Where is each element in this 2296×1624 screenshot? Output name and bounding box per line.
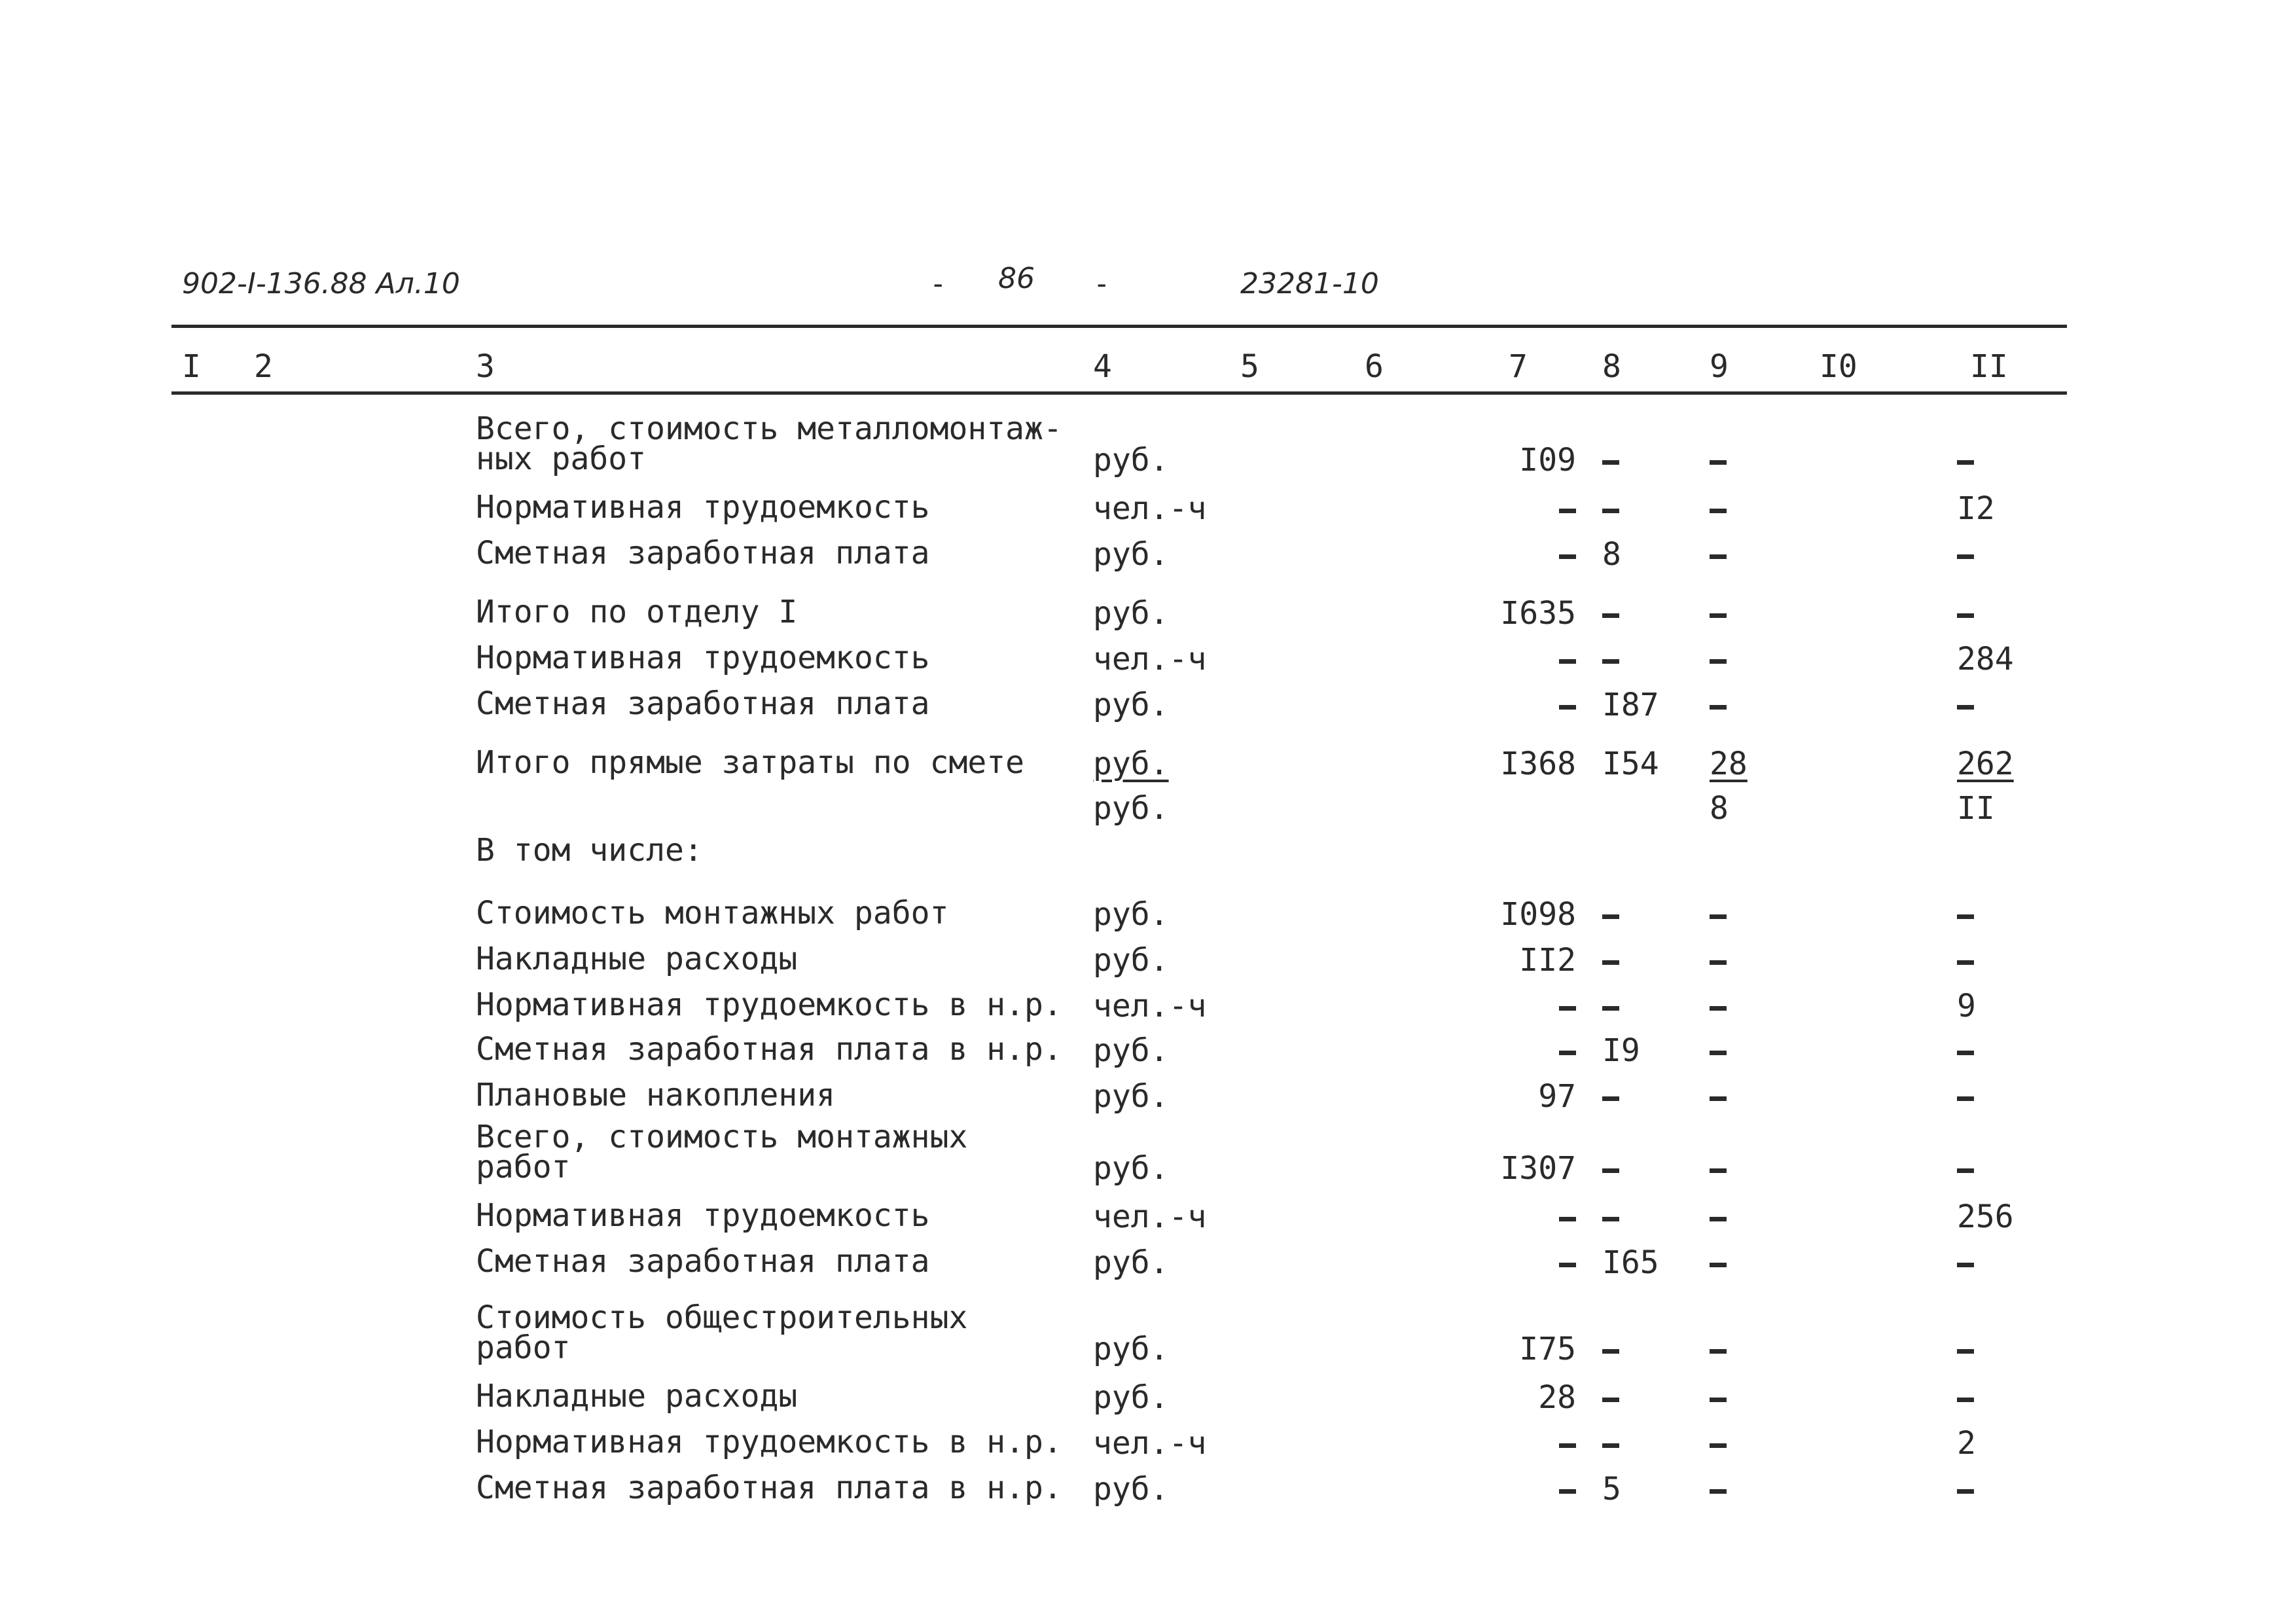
dash-mark (1559, 659, 1576, 664)
dash-mark (1559, 705, 1576, 710)
col11-cell (1957, 1152, 1974, 1185)
col9-cell (1710, 1034, 1727, 1067)
col9-cell (1710, 990, 1727, 1022)
col9-cell (1710, 643, 1727, 676)
row-label: Нормативная трудоемкость (476, 1197, 930, 1234)
col9-cell (1710, 1080, 1727, 1113)
unit-cell: чел.-ч (1093, 1199, 1207, 1235)
col-num-1: I (182, 348, 201, 385)
dash-mark (1710, 705, 1727, 710)
dash-mark (1559, 509, 1576, 513)
unit-cell: руб. (1093, 1331, 1169, 1367)
col11-cell (1957, 1034, 1974, 1067)
unit-cell: руб. (1093, 1471, 1169, 1507)
col8-cell: 8 (1602, 536, 1621, 573)
col7-cell (1559, 1473, 1576, 1506)
unit-cell: руб. (1093, 1032, 1169, 1069)
col11-cell (1957, 689, 1974, 721)
dash-mark (1602, 1349, 1619, 1354)
row-label: Нормативная трудоемкость (476, 640, 930, 676)
col8-cell (1602, 990, 1619, 1022)
dash-mark (1957, 460, 1974, 465)
unit-cell: руб. (1093, 896, 1169, 933)
col11-cell (1957, 1333, 1974, 1365)
col11-cell: 256 (1957, 1199, 2014, 1235)
dash-mark (1957, 1168, 1974, 1173)
col-num-4: 4 (1093, 348, 1112, 385)
unit-cell: руб. (1093, 1150, 1169, 1187)
dash-mark (1602, 1217, 1619, 1221)
dash-mark (1957, 1398, 1974, 1402)
dash-mark (1710, 460, 1727, 465)
col8-cell (1602, 898, 1619, 931)
col7-cell: I368 (1500, 746, 1576, 782)
col9-cell (1710, 444, 1727, 477)
dash-mark (1710, 1349, 1727, 1354)
dash-mark (1559, 554, 1576, 559)
col8-cell (1602, 1427, 1619, 1460)
row-label: Нормативная трудоемкость в н.р. (476, 986, 1062, 1023)
unit-cell-denominator: руб. (1093, 790, 1169, 827)
unit-cell: руб. (1093, 942, 1169, 979)
col-num-3: 3 (476, 348, 495, 385)
dash-mark (1559, 1006, 1576, 1011)
col8-cell (1602, 1152, 1619, 1185)
dash-mark (1710, 1006, 1727, 1011)
dash-mark (1602, 1096, 1619, 1101)
unit-cell: чел.-ч (1093, 1425, 1207, 1462)
col9-cell (1710, 597, 1727, 630)
dash-mark (1710, 914, 1727, 919)
dash-mark (1602, 1006, 1619, 1011)
col9-cell (1710, 538, 1727, 571)
col9-cell (1710, 1381, 1727, 1414)
unit-cell: руб. (1093, 687, 1169, 723)
dash-mark (1957, 914, 1974, 919)
dash-mark (1559, 1217, 1576, 1221)
dash-mark (1602, 1443, 1619, 1448)
col7-cell (1559, 990, 1576, 1022)
col11-cell (1957, 898, 1974, 931)
dash-mark (1710, 1051, 1727, 1055)
dash-mark (1602, 460, 1619, 465)
row-label: Накладные расходы (476, 1378, 798, 1415)
col7-cell: I098 (1500, 896, 1576, 933)
col8-cell (1602, 1381, 1619, 1414)
col9-cell (1710, 1473, 1727, 1506)
header-dash-right: - (1093, 267, 1111, 300)
dash-mark (1559, 1051, 1576, 1055)
col8-cell (1602, 597, 1619, 630)
col8-cell: I54 (1602, 746, 1659, 782)
col11-cell (1957, 597, 1974, 630)
unit-cell: чел.-ч (1093, 641, 1207, 677)
col8-cell (1602, 643, 1619, 676)
col11-cell (1957, 538, 1974, 571)
col8-cell: 5 (1602, 1471, 1621, 1507)
col9-cell (1710, 1333, 1727, 1365)
col8-cell (1602, 1333, 1619, 1365)
col7-cell (1559, 492, 1576, 525)
col7-cell (1559, 689, 1576, 721)
column-header-rule (171, 391, 2067, 395)
row-label: Накладные расходы (476, 941, 798, 977)
dash-mark (1957, 705, 1974, 710)
dash-mark (1957, 960, 1974, 965)
dash-mark (1710, 1096, 1727, 1101)
inventory-number: 23281-10 (1240, 267, 1379, 300)
col7-cell: I635 (1500, 595, 1576, 632)
col11-cell (1957, 1381, 1974, 1414)
col7-cell: 28 (1538, 1379, 1576, 1416)
col8-cell (1602, 944, 1619, 977)
dash-mark (1710, 1443, 1727, 1448)
dash-mark (1602, 659, 1619, 664)
col7-cell (1559, 1246, 1576, 1279)
col7-cell (1559, 643, 1576, 676)
row-label: Всего, стоимость монтажных работ (476, 1119, 968, 1185)
row-label: Сметная заработная плата (476, 535, 930, 571)
col11-cell-denominator: II (1957, 790, 1995, 827)
col9-cell-denominator: 8 (1710, 790, 1729, 827)
dash-mark (1957, 1489, 1974, 1494)
dash-mark (1710, 960, 1727, 965)
col9-cell: 28 (1710, 746, 1748, 782)
col9-cell (1710, 944, 1727, 977)
row-label: Сметная заработная плата (476, 685, 930, 722)
dash-mark (1957, 1051, 1974, 1055)
col-num-5: 5 (1240, 348, 1259, 385)
dash-mark (1602, 1168, 1619, 1173)
unit-cell: руб. (1093, 1078, 1169, 1115)
col8-cell (1602, 492, 1619, 525)
row-label: В том числе: (476, 832, 703, 869)
row-label: Итого по отделу I (476, 594, 798, 630)
unit-cell: руб. (1093, 595, 1169, 632)
row-label: Сметная заработная плата (476, 1243, 930, 1280)
col7-cell (1559, 1034, 1576, 1067)
col9-cell (1710, 898, 1727, 931)
col-num-8: 8 (1602, 348, 1621, 385)
dash-mark (1710, 1263, 1727, 1267)
row-label: Стоимость монтажных работ (476, 895, 949, 931)
row-label: Нормативная трудоемкость (476, 489, 930, 526)
col11-cell: 2 (1957, 1425, 1976, 1462)
col11-cell (1957, 1080, 1974, 1113)
dash-mark (1710, 1489, 1727, 1494)
dash-mark (1710, 1398, 1727, 1402)
row-label: Всего, стоимость металломонтаж- ных работ (476, 410, 1062, 477)
dash-mark (1710, 554, 1727, 559)
col9-cell (1710, 1427, 1727, 1460)
col11-cell: 9 (1957, 988, 1976, 1024)
dash-mark (1559, 1489, 1576, 1494)
col-num-2: 2 (254, 348, 273, 385)
dash-mark (1602, 960, 1619, 965)
page-number: 86 (998, 262, 1035, 295)
col11-cell: 284 (1957, 641, 2014, 677)
col11-cell (1957, 444, 1974, 477)
dash-mark (1957, 1096, 1974, 1101)
unit-cell: руб. (1093, 1379, 1169, 1416)
col8-cell (1602, 1200, 1619, 1233)
col7-cell (1559, 1200, 1576, 1233)
dash-mark (1957, 1349, 1974, 1354)
col-num-7: 7 (1509, 348, 1528, 385)
col11-cell (1957, 1473, 1974, 1506)
row-label: Итого прямые затраты по смете (476, 744, 1025, 781)
dash-mark (1710, 613, 1727, 618)
col9-cell (1710, 1152, 1727, 1185)
col7-cell: 97 (1538, 1078, 1576, 1115)
row-label: Сметная заработная плата в н.р. (476, 1470, 1062, 1506)
unit-cell: руб. (1093, 746, 1169, 782)
col-num-6: 6 (1365, 348, 1384, 385)
dash-mark (1602, 509, 1619, 513)
row-label: Стоимость общестроительных работ (476, 1299, 968, 1366)
col8-cell: I65 (1602, 1244, 1659, 1281)
dash-mark (1710, 659, 1727, 664)
header-dash-left: - (929, 267, 947, 300)
dash-mark (1710, 509, 1727, 513)
col7-cell: I307 (1500, 1150, 1576, 1187)
unit-cell: руб. (1093, 536, 1169, 573)
col8-cell (1602, 1080, 1619, 1113)
col7-cell (1559, 538, 1576, 571)
col8-cell: I9 (1602, 1032, 1640, 1069)
document-code: 902-I-136.88 Ал.10 (182, 267, 460, 300)
dash-mark (1957, 1263, 1974, 1267)
col7-cell: I75 (1519, 1331, 1576, 1367)
unit-cell: чел.-ч (1093, 988, 1207, 1024)
col11-cell (1957, 944, 1974, 977)
col11-cell: 262 (1957, 746, 2014, 782)
col11-cell (1957, 1246, 1974, 1279)
row-label: Сметная заработная плата в н.р. (476, 1031, 1062, 1068)
col-num-10: I0 (1820, 348, 1857, 385)
unit-cell: чел.-ч (1093, 490, 1207, 527)
col8-cell: I87 (1602, 687, 1659, 723)
col7-cell: II2 (1519, 942, 1576, 979)
col7-cell (1559, 1427, 1576, 1460)
unit-cell: руб. (1093, 1244, 1169, 1281)
col7-cell: I09 (1519, 442, 1576, 478)
dash-mark (1957, 613, 1974, 618)
col-num-9: 9 (1710, 348, 1729, 385)
col8-cell (1602, 444, 1619, 477)
col9-cell (1710, 689, 1727, 721)
row-label: Нормативная трудоемкость в н.р. (476, 1424, 1062, 1460)
dash-mark (1559, 1263, 1576, 1267)
col-num-11: II (1970, 348, 2008, 385)
dash-mark (1710, 1168, 1727, 1173)
dash-mark (1957, 554, 1974, 559)
col9-cell (1710, 1246, 1727, 1279)
col9-cell (1710, 492, 1727, 525)
col9-cell (1710, 1200, 1727, 1233)
dash-mark (1602, 914, 1619, 919)
dash-mark (1602, 613, 1619, 618)
dash-mark (1710, 1217, 1727, 1221)
unit-cell: руб. (1093, 442, 1169, 478)
row-label: Плановые накопления (476, 1077, 836, 1113)
top-rule (171, 325, 2067, 328)
dash-mark (1602, 1398, 1619, 1402)
col11-cell: I2 (1957, 490, 1995, 527)
dash-mark (1559, 1443, 1576, 1448)
